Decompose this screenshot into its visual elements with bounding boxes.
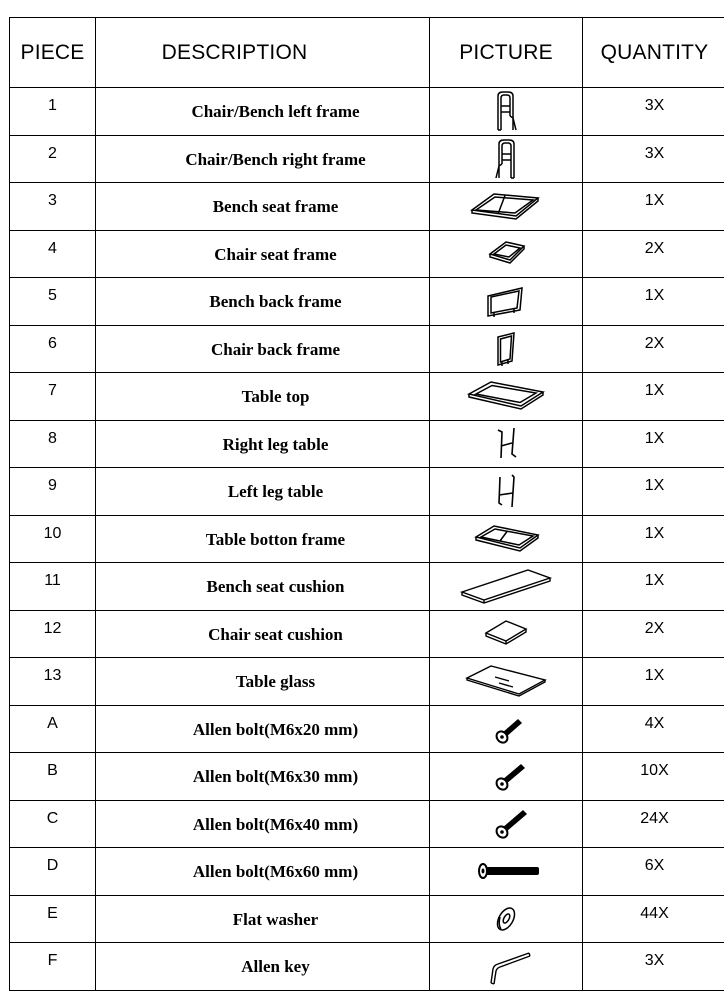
header-picture (430, 18, 583, 88)
table-row (10, 705, 724, 753)
table-row (10, 325, 724, 373)
quantity-cell (583, 325, 724, 373)
piece-description: Chair back frame (210, 339, 341, 359)
piece-id: 13 (43, 667, 62, 685)
picture-cell (430, 895, 583, 943)
piece-cell (10, 848, 96, 896)
piece-id: 2 (48, 144, 57, 162)
description-cell (96, 278, 430, 326)
picture-cell (430, 468, 583, 516)
header-piece-label: PIECE (20, 40, 85, 64)
table-bottom-frame-icon (466, 520, 546, 558)
header-piece (10, 18, 96, 88)
piece-cell (10, 943, 96, 991)
description-cell (96, 420, 430, 468)
chair-left-frame-icon (476, 90, 536, 132)
picture-cell (430, 515, 583, 563)
piece-quantity: 24X (640, 809, 669, 827)
picture-cell (430, 753, 583, 801)
table-row (10, 848, 724, 896)
bolt-medium-icon (476, 758, 536, 794)
piece-quantity: 1X (644, 572, 665, 590)
picture-cell (430, 325, 583, 373)
table-row (10, 563, 724, 611)
header-description (96, 18, 430, 88)
table-row (10, 278, 724, 326)
header-description-label: DESCRIPTION (161, 40, 308, 64)
piece-quantity: 1X (644, 667, 665, 685)
description-cell (96, 705, 430, 753)
piece-id: 1 (48, 97, 57, 115)
piece-id: D (46, 857, 59, 875)
piece-cell (10, 325, 96, 373)
piece-quantity: 2X (644, 239, 665, 257)
piece-cell (10, 278, 96, 326)
chair-cushion-icon (476, 615, 536, 653)
piece-id: 10 (43, 524, 62, 542)
piece-quantity: 44X (640, 904, 669, 922)
piece-id: C (46, 809, 59, 827)
description-cell (96, 753, 430, 801)
piece-id: F (47, 952, 58, 970)
piece-description: Bench seat cushion (206, 577, 345, 597)
picture-cell (430, 183, 583, 231)
quantity-cell (583, 373, 724, 421)
bench-back-frame-icon (476, 282, 536, 320)
picture-cell (430, 610, 583, 658)
piece-id: B (47, 762, 58, 780)
picture-cell (430, 135, 583, 183)
piece-description: Allen bolt(M6x40 mm) (192, 814, 359, 834)
piece-description: Left leg table (227, 482, 324, 502)
bolt-long-icon (476, 806, 536, 842)
picture-cell (430, 705, 583, 753)
quantity-cell (583, 420, 724, 468)
picture-cell (430, 848, 583, 896)
table-row (10, 943, 724, 991)
quantity-cell (583, 135, 724, 183)
chair-right-frame-icon (476, 138, 536, 180)
table-row (10, 800, 724, 848)
picture-cell (430, 658, 583, 706)
piece-cell (10, 88, 96, 136)
table-row (10, 515, 724, 563)
table-row (10, 373, 724, 421)
description-cell (96, 230, 430, 278)
quantity-cell (583, 943, 724, 991)
bolt-short-icon (476, 711, 536, 747)
piece-cell (10, 468, 96, 516)
piece-cell (10, 135, 96, 183)
piece-description: Bench seat frame (212, 197, 339, 217)
allen-key-icon (471, 947, 541, 985)
description-cell (96, 610, 430, 658)
table-row (10, 88, 724, 136)
parts-table (9, 17, 724, 991)
washer-icon (476, 901, 536, 937)
table-row (10, 753, 724, 801)
piece-id: E (47, 904, 58, 922)
quantity-cell (583, 563, 724, 611)
description-cell (96, 325, 430, 373)
piece-id: A (47, 714, 58, 732)
picture-cell (430, 420, 583, 468)
piece-id: 9 (48, 477, 57, 495)
piece-id: 3 (48, 192, 57, 210)
picture-cell (430, 800, 583, 848)
piece-description: Allen bolt(M6x30 mm) (192, 767, 359, 787)
table-row (10, 610, 724, 658)
piece-description: Right leg table (222, 434, 329, 454)
header-row (10, 18, 724, 88)
quantity-cell (583, 230, 724, 278)
quantity-cell (583, 468, 724, 516)
table-row (10, 135, 724, 183)
piece-cell (10, 515, 96, 563)
piece-id: 5 (48, 287, 57, 305)
table-row (10, 895, 724, 943)
piece-id: 7 (48, 382, 57, 400)
picture-cell (430, 88, 583, 136)
header-quantity (583, 18, 724, 88)
quantity-cell (583, 515, 724, 563)
quantity-cell (583, 895, 724, 943)
table-top-icon (461, 376, 551, 416)
table-row (10, 230, 724, 278)
description-cell (96, 848, 430, 896)
piece-quantity: 4X (644, 714, 665, 732)
quantity-cell (583, 800, 724, 848)
piece-description: Allen bolt(M6x20 mm) (192, 719, 359, 739)
piece-quantity: 2X (644, 619, 665, 637)
piece-cell (10, 230, 96, 278)
quantity-cell (583, 848, 724, 896)
chair-seat-frame-icon (476, 236, 536, 272)
piece-quantity: 1X (644, 382, 665, 400)
description-cell (96, 135, 430, 183)
piece-description: Allen bolt(M6x60 mm) (192, 862, 359, 882)
picture-cell (430, 373, 583, 421)
description-cell (96, 895, 430, 943)
piece-id: 12 (43, 619, 62, 637)
quantity-cell (583, 753, 724, 801)
piece-description: Table glass (235, 672, 316, 692)
piece-quantity: 3X (644, 97, 665, 115)
quantity-cell (583, 278, 724, 326)
piece-quantity: 1X (644, 524, 665, 542)
piece-id: 11 (44, 572, 61, 590)
piece-cell (10, 658, 96, 706)
bench-seat-frame-icon (466, 188, 546, 224)
quantity-cell (583, 183, 724, 231)
piece-description: Chair/Bench right frame (185, 149, 366, 169)
piece-description: Chair seat cushion (208, 624, 343, 644)
piece-quantity: 3X (644, 952, 665, 970)
description-cell (96, 658, 430, 706)
piece-quantity: 1X (644, 477, 665, 495)
picture-cell (430, 563, 583, 611)
picture-cell (430, 943, 583, 991)
piece-cell (10, 753, 96, 801)
header-quantity-label: QUANTITY (600, 40, 709, 64)
table-glass-icon (461, 662, 551, 700)
piece-cell (10, 800, 96, 848)
header-picture-label: PICTURE (459, 40, 553, 64)
piece-quantity: 1X (644, 192, 665, 210)
table-row (10, 658, 724, 706)
table-row (10, 468, 724, 516)
chair-back-frame-icon (476, 329, 536, 369)
table-row (10, 420, 724, 468)
quantity-cell (583, 88, 724, 136)
piece-id: 4 (48, 239, 57, 257)
quantity-cell (583, 705, 724, 753)
piece-quantity: 1X (644, 429, 665, 447)
description-cell (96, 515, 430, 563)
table-row (10, 183, 724, 231)
piece-quantity: 6X (644, 857, 665, 875)
piece-cell (10, 373, 96, 421)
picture-cell (430, 278, 583, 326)
left-leg-icon (476, 471, 536, 511)
description-cell (96, 800, 430, 848)
description-cell (96, 563, 430, 611)
piece-description: Bench back frame (209, 292, 342, 312)
piece-id: 6 (48, 334, 57, 352)
description-cell (96, 468, 430, 516)
bolt-extra-long-icon (461, 856, 551, 886)
bench-cushion-icon (456, 566, 556, 606)
description-cell (96, 943, 430, 991)
quantity-cell (583, 610, 724, 658)
piece-description: Allen key (241, 957, 310, 977)
piece-description: Table botton frame (205, 529, 346, 549)
picture-cell (430, 230, 583, 278)
piece-description: Chair seat frame (214, 244, 337, 264)
piece-cell (10, 420, 96, 468)
piece-description: Flat washer (232, 909, 319, 929)
piece-quantity: 1X (644, 287, 665, 305)
description-cell (96, 373, 430, 421)
piece-cell (10, 895, 96, 943)
piece-quantity: 2X (644, 334, 665, 352)
piece-cell (10, 563, 96, 611)
piece-cell (10, 705, 96, 753)
piece-quantity: 10X (640, 762, 669, 780)
description-cell (96, 183, 430, 231)
piece-cell (10, 183, 96, 231)
piece-description: Chair/Bench left frame (191, 102, 360, 122)
piece-description: Table top (241, 387, 310, 407)
quantity-cell (583, 658, 724, 706)
right-leg-icon (476, 424, 536, 464)
piece-cell (10, 610, 96, 658)
piece-id: 8 (48, 429, 57, 447)
piece-quantity: 3X (644, 144, 665, 162)
description-cell (96, 88, 430, 136)
